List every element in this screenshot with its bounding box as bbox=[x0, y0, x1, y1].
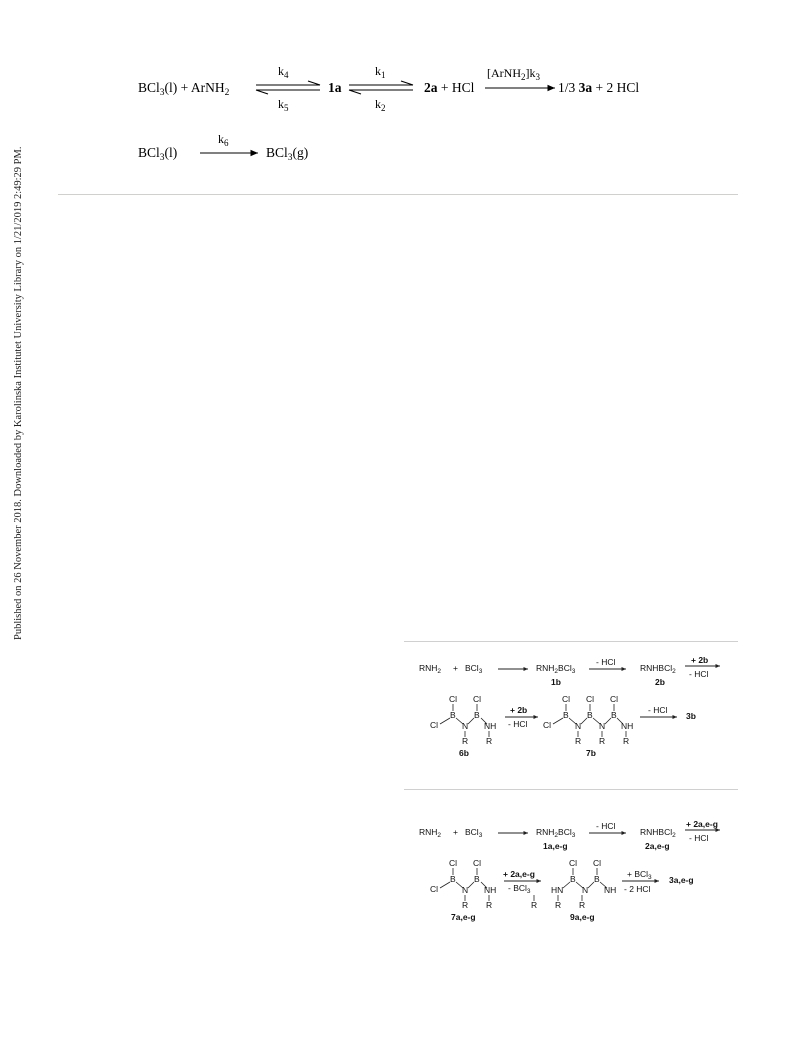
scheme-aeg-9a-r1: R bbox=[531, 900, 538, 910]
scheme-b-label-2b: 2b bbox=[655, 677, 665, 687]
scheme-aeg-bcl3: BCl$_3$ bbox=[465, 827, 483, 839]
rate-constant-k3: $[ArNH_2]k_3$ bbox=[487, 66, 540, 82]
intermediate-1a: 1a bbox=[328, 80, 342, 95]
scheme-b-7b-cl2: Cl bbox=[586, 694, 595, 704]
scheme-aeg-label-9a: 9a,e-g bbox=[570, 912, 595, 922]
scheme-aeg-7a-cl2: Cl bbox=[473, 858, 482, 868]
scheme-b-7b-nh: NH bbox=[621, 721, 634, 731]
scheme-aeg-7a-n1: N bbox=[462, 885, 469, 895]
scheme-aeg-9a-hn: HN bbox=[551, 885, 564, 895]
scheme-b-7b-r1: R bbox=[575, 736, 582, 746]
scheme-aeg-9a-r3: R bbox=[579, 900, 586, 910]
scheme-b-step3-top: + 2b bbox=[510, 705, 528, 715]
scheme-aeg-9a-b1: B bbox=[570, 874, 576, 884]
scheme-b-step2-bottom: - HCl bbox=[689, 669, 709, 679]
rate-constant-k1: $k_1$ bbox=[375, 64, 386, 80]
scheme-b-7b-b3: B bbox=[611, 710, 617, 720]
scheme-b-label-7b: 7b bbox=[586, 748, 596, 758]
rate-constant-k5: $k_5$ bbox=[278, 97, 289, 113]
rate-constant-k4: $k_4$ bbox=[278, 64, 289, 80]
scheme-b-adduct: $RNH_2BCl_3$ bbox=[536, 663, 576, 675]
equation1-products: 1/3 3a + 2 HCl bbox=[558, 80, 640, 95]
equation1-reactants: BCl$_3$(l) + ArNH$_2$ bbox=[138, 80, 230, 98]
scheme-aeg-step2-top: + 2a,e-g bbox=[686, 819, 718, 829]
scheme-b-6b-r2: R bbox=[486, 736, 493, 746]
scheme-aeg-label-2a: 2a,e-g bbox=[645, 841, 670, 851]
scheme-b-7b-b2: B bbox=[587, 710, 593, 720]
scheme-b-7b-cl4: Cl bbox=[543, 720, 552, 730]
scheme-b-6b-b1: B bbox=[450, 710, 456, 720]
scheme-aeg-rnh2: $RNH_2$ bbox=[419, 827, 442, 839]
scheme-aeg-step3-bottom: - BCl$_3$ bbox=[508, 883, 531, 895]
scheme-aeg-9a-nh: NH bbox=[604, 885, 617, 895]
scheme-aeg-7a-b2: B bbox=[474, 874, 480, 884]
scheme-aeg-7a-cl1: Cl bbox=[449, 858, 458, 868]
scheme-aeg-9a-r2: R bbox=[555, 900, 562, 910]
scheme-aeg-step4-bottom: - 2 HCl bbox=[624, 884, 651, 894]
scheme-b-7b-cl3: Cl bbox=[610, 694, 619, 704]
intermediate-2a-plus-hcl: 2a + HCl bbox=[424, 80, 475, 95]
scheme-b-7b-cl1: Cl bbox=[562, 694, 571, 704]
scheme-b-6b-n1: N bbox=[462, 721, 469, 731]
scheme-b-6b-b2: B bbox=[474, 710, 480, 720]
scheme-b-6b-cl3: Cl bbox=[430, 720, 439, 730]
scheme-aeg-label-1a: 1a,e-g bbox=[543, 841, 568, 851]
scheme-aeg-9a-cl2: Cl bbox=[593, 858, 602, 868]
scheme-b-6b-cl2: Cl bbox=[473, 694, 482, 704]
scheme-aeg-label-7a: 7a,e-g bbox=[451, 912, 476, 922]
scheme-aeg-step1-label: - HCl bbox=[596, 821, 616, 831]
scheme-b-step3-bottom: - HCl bbox=[508, 719, 528, 729]
scheme-aeg-adduct: $RNH_2BCl_3$ bbox=[536, 827, 576, 839]
scheme-aeg-7a-cl3: Cl bbox=[430, 884, 439, 894]
scheme-aeg-label-3a: 3a,e-g bbox=[669, 875, 694, 885]
equation2-product: BCl$_3$(g) bbox=[266, 145, 309, 163]
scheme-b-7b-r2: R bbox=[599, 736, 606, 746]
scheme-b-aminoborane: RNHBCl$_2$ bbox=[640, 663, 676, 675]
scheme-aeg-step3-top: + 2a,e-g bbox=[503, 869, 535, 879]
scheme-b-7b-r3: R bbox=[623, 736, 630, 746]
scheme-b-label-3b: 3b bbox=[686, 711, 696, 721]
rate-constant-k6: $k_6$ bbox=[218, 132, 229, 148]
scheme-aeg-9a-b2: B bbox=[594, 874, 600, 884]
rate-constant-k2: $k_2$ bbox=[375, 97, 386, 113]
scheme-aeg-7a-r2: R bbox=[486, 900, 493, 910]
scheme-b-step1-label: - HCl bbox=[596, 657, 616, 667]
scheme-aeg-plus: + bbox=[453, 827, 458, 837]
scheme-aeg-7a-nh: NH bbox=[484, 885, 497, 895]
scheme-b-bcl3: BCl$_3$ bbox=[465, 663, 483, 675]
scheme-b-6b-nh: NH bbox=[484, 721, 497, 731]
scheme-b-7b-n2: N bbox=[599, 721, 606, 731]
scheme-aeg-7a-r1: R bbox=[462, 900, 469, 910]
equation2-reactant: BCl$_3$(l) bbox=[138, 145, 178, 163]
scheme-b-6b-cl1: Cl bbox=[449, 694, 458, 704]
scheme-b-rnh2: $RNH_2$ bbox=[419, 663, 442, 675]
scheme-aeg-7a-b1: B bbox=[450, 874, 456, 884]
scheme-aeg-9a-n1: N bbox=[582, 885, 589, 895]
scheme-b-label-1b: 1b bbox=[551, 677, 561, 687]
scheme-b-step2-top: + 2b bbox=[691, 655, 709, 665]
scheme-b-step4-top: - HCl bbox=[648, 705, 668, 715]
scheme-aeg-step4-top: + BCl$_3$ bbox=[627, 869, 652, 881]
publication-sidebar-note: Published on 26 November 2018. Downloaded by Karolinska Institutet University Library on 1/21/2019 2:49:29 PM. bbox=[13, 146, 24, 640]
scheme-b-7b-n1: N bbox=[575, 721, 582, 731]
scheme-b-7b-b1: B bbox=[563, 710, 569, 720]
scheme-aeg-aminoborane: RNHBCl$_2$ bbox=[640, 827, 676, 839]
scheme-aeg-9a-cl1: Cl bbox=[569, 858, 578, 868]
scheme-b-6b-r1: R bbox=[462, 736, 469, 746]
scheme-aeg-step2-bottom: - HCl bbox=[689, 833, 709, 843]
scheme-b-plus: + bbox=[453, 663, 458, 673]
scheme-b-label-6b: 6b bbox=[459, 748, 469, 758]
